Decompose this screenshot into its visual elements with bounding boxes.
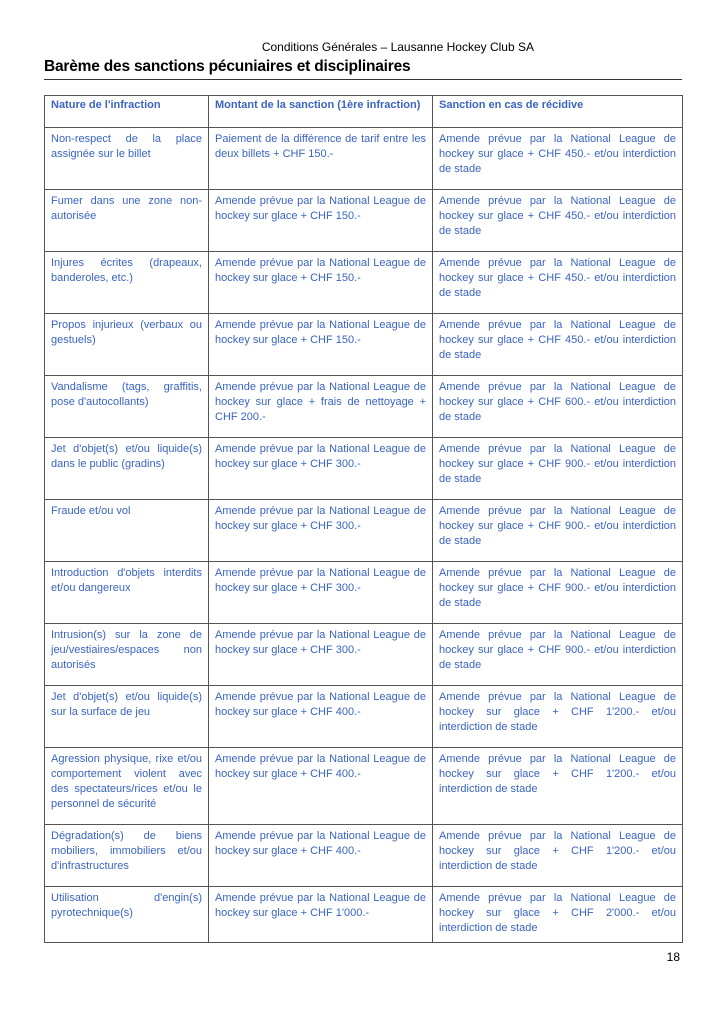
cell-repeat-sanction: Amende prévue par la National League de hockey sur glace + CHF 2'000.- et/ou interdiction de stade: [433, 887, 683, 943]
sanctions-table: [44, 95, 683, 943]
cell-nature: Jet d'objet(s) et/ou liquide(s) dans le public (gradins): [45, 438, 209, 500]
page-title: Barème des sanctions pécuniaires et disciplinaires: [44, 58, 682, 80]
cell-first-sanction: Paiement de la différence de tarif entre les deux billets + CHF 150.-: [209, 128, 433, 190]
cell-repeat-sanction: Amende prévue par la National League de hockey sur glace + CHF 1'200.- et/ou interdiction de stade: [433, 748, 683, 825]
cell-first-sanction: Amende prévue par la National League de hockey sur glace + CHF 300.-: [209, 438, 433, 500]
cell-nature: Vandalisme (tags, graffitis, pose d'autocollants): [45, 376, 209, 438]
running-head: Conditions Générales – Lausanne Hockey Club SA: [261, 40, 534, 54]
cell-repeat-sanction: Amende prévue par la National League de hockey sur glace + CHF 900.- et/ou interdiction de stade: [433, 500, 683, 562]
document-header: [44, 40, 682, 80]
column-header-repeat-sanction: Sanction en cas de récidive: [433, 96, 683, 128]
cell-first-sanction: Amende prévue par la National League de hockey sur glace + frais de nettoyage + CHF 200.-: [209, 376, 433, 438]
cell-repeat-sanction: Amende prévue par la National League de hockey sur glace + CHF 450.- et/ou interdiction de stade: [433, 128, 683, 190]
cell-nature: Introduction d'objets interdits et/ou dangereux: [45, 562, 209, 624]
table-row: [45, 624, 683, 686]
cell-nature: Intrusion(s) sur la zone de jeu/vestiaires/espaces non autorisés: [45, 624, 209, 686]
cell-repeat-sanction: Amende prévue par la National League de hockey sur glace + CHF 450.- et/ou interdiction de stade: [433, 190, 683, 252]
cell-repeat-sanction: Amende prévue par la National League de hockey sur glace + CHF 900.- et/ou interdiction de stade: [433, 438, 683, 500]
cell-nature: Jet d'objet(s) et/ou liquide(s) sur la surface de jeu: [45, 686, 209, 748]
cell-first-sanction: Amende prévue par la National League de hockey sur glace + CHF 400.-: [209, 748, 433, 825]
cell-nature: Agression physique, rixe et/ou comportement violent avec des spectateurs/rices et/ou le personnel de sécurité: [45, 748, 209, 825]
table-row: [45, 887, 683, 943]
cell-first-sanction: Amende prévue par la National League de hockey sur glace + CHF 300.-: [209, 562, 433, 624]
table-header-row: [45, 96, 683, 128]
cell-first-sanction: Amende prévue par la National League de hockey sur glace + CHF 150.-: [209, 190, 433, 252]
table-row: [45, 314, 683, 376]
table-row: [45, 438, 683, 500]
cell-repeat-sanction: Amende prévue par la National League de hockey sur glace + CHF 900.- et/ou interdiction de stade: [433, 562, 683, 624]
cell-nature: Fumer dans une zone non-autorisée: [45, 190, 209, 252]
cell-repeat-sanction: Amende prévue par la National League de hockey sur glace + CHF 450.- et/ou interdiction de stade: [433, 314, 683, 376]
column-header-nature: Nature de l'infraction: [45, 96, 209, 128]
cell-first-sanction: Amende prévue par la National League de hockey sur glace + CHF 300.-: [209, 624, 433, 686]
cell-repeat-sanction: Amende prévue par la National League de hockey sur glace + CHF 1'200.- et/ou interdiction de stade: [433, 825, 683, 887]
cell-repeat-sanction: Amende prévue par la National League de hockey sur glace + CHF 1'200.- et/ou interdiction de stade: [433, 686, 683, 748]
table-row: [45, 562, 683, 624]
table-row: [45, 252, 683, 314]
cell-nature: Fraude et/ou vol: [45, 500, 209, 562]
cell-repeat-sanction: Amende prévue par la National League de hockey sur glace + CHF 900.- et/ou interdiction de stade: [433, 624, 683, 686]
cell-first-sanction: Amende prévue par la National League de hockey sur glace + CHF 300.-: [209, 500, 433, 562]
table-row: [45, 190, 683, 252]
cell-nature: Dégradation(s) de biens mobiliers, immobiliers et/ou d'infrastructures: [45, 825, 209, 887]
cell-repeat-sanction: Amende prévue par la National League de hockey sur glace + CHF 450.- et/ou interdiction de stade: [433, 252, 683, 314]
cell-first-sanction: Amende prévue par la National League de hockey sur glace + CHF 400.-: [209, 686, 433, 748]
cell-first-sanction: Amende prévue par la National League de hockey sur glace + CHF 1'000.-: [209, 887, 433, 943]
table-row: [45, 748, 683, 825]
table-row: [45, 376, 683, 438]
cell-first-sanction: Amende prévue par la National League de hockey sur glace + CHF 150.-: [209, 252, 433, 314]
column-header-first-sanction: Montant de la sanction (1ère infraction): [209, 96, 433, 128]
table-row: [45, 128, 683, 190]
cell-first-sanction: Amende prévue par la National League de hockey sur glace + CHF 150.-: [209, 314, 433, 376]
table-row: [45, 825, 683, 887]
cell-nature: Non-respect de la place assignée sur le billet: [45, 128, 209, 190]
cell-repeat-sanction: Amende prévue par la National League de hockey sur glace + CHF 600.- et/ou interdiction de stade: [433, 376, 683, 438]
cell-first-sanction: Amende prévue par la National League de hockey sur glace + CHF 400.-: [209, 825, 433, 887]
cell-nature: Injures écrites (drapeaux, banderoles, etc.): [45, 252, 209, 314]
table-row: [45, 686, 683, 748]
cell-nature: Propos injurieux (verbaux ou gestuels): [45, 314, 209, 376]
table-row: [45, 500, 683, 562]
cell-nature: Utilisation d'engin(s) pyrotechnique(s): [45, 887, 209, 943]
page-number: 18: [666, 950, 680, 964]
